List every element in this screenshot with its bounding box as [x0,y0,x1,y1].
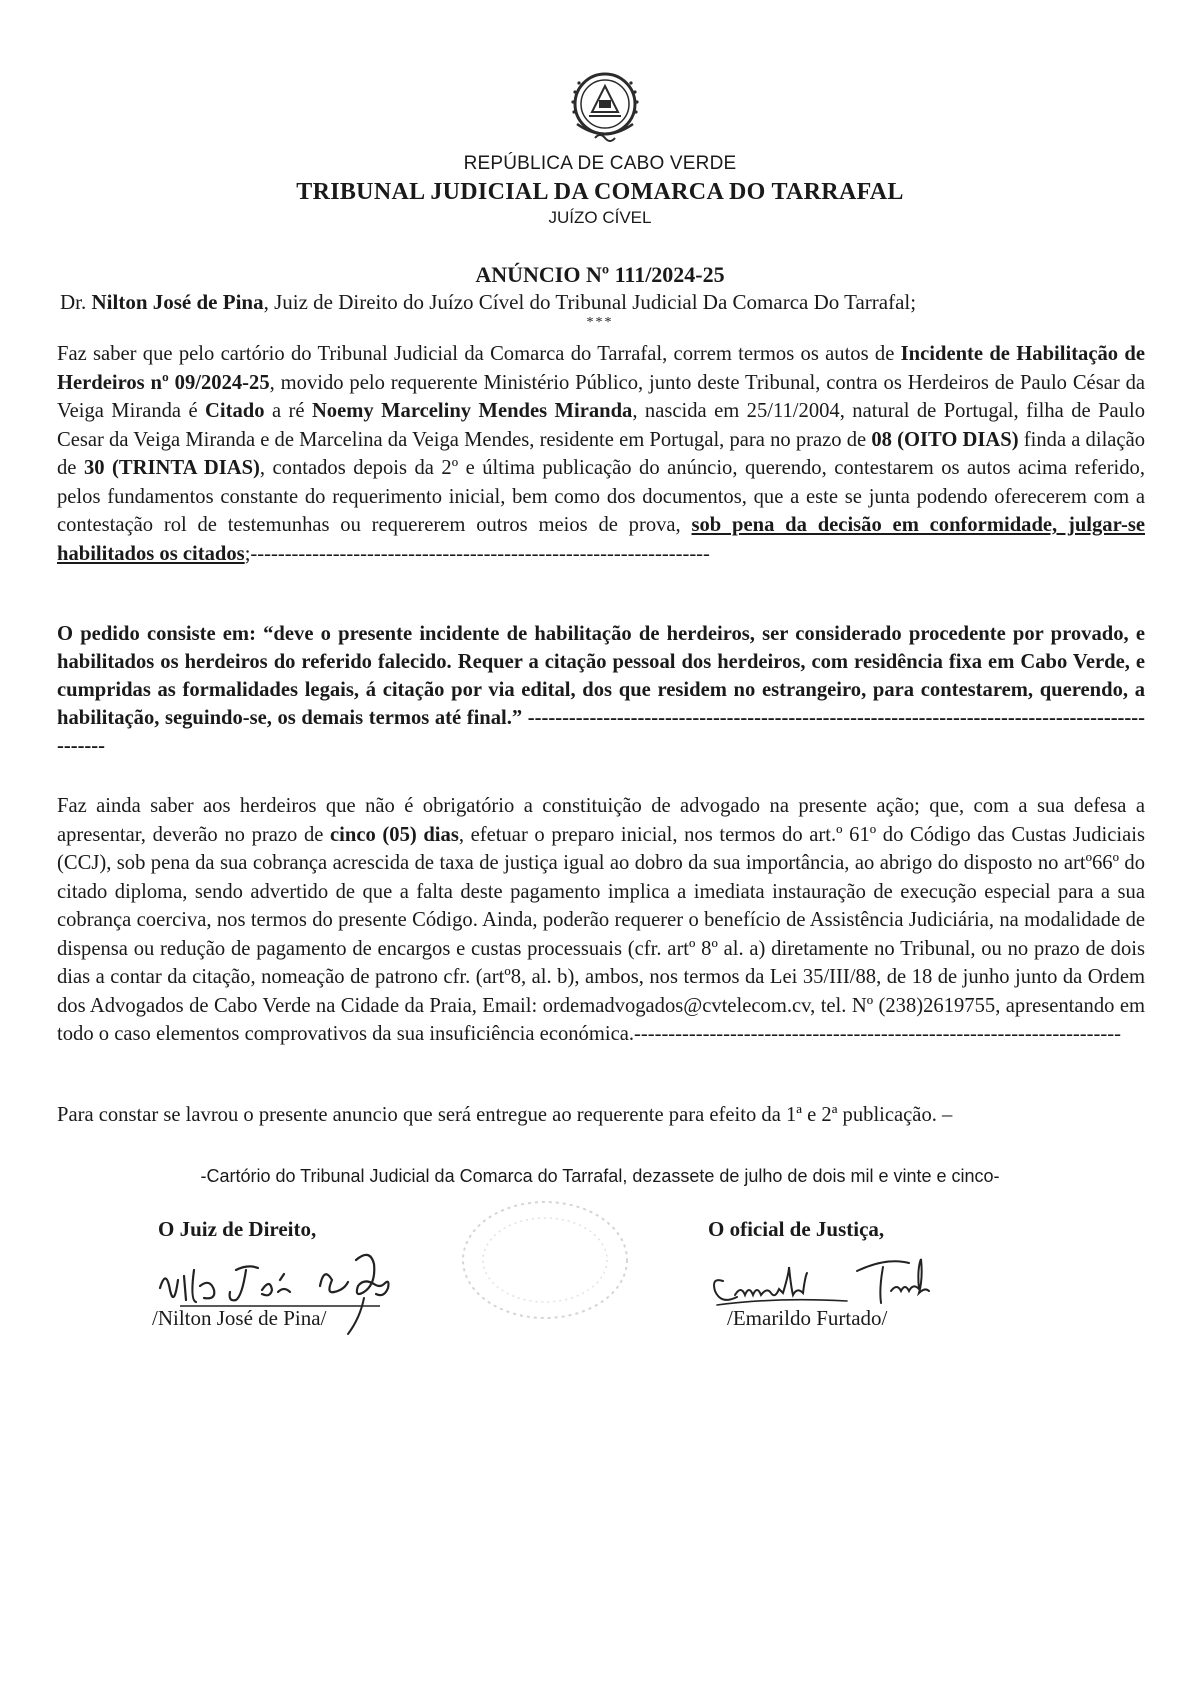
judge-signature-name: /Nilton José de Pina/ [152,1306,327,1330]
p1-text-g: , nascida em 25/11/2004, natural de Portugal, filha de Paulo Cesar da Veiga Miranda e de Marcelina da Veiga Mendes, residente em Portugal, para no prazo de [57,400,1145,451]
paragraph-closing: Para constar se lavrou o presente anuncio que será entregue ao requerente para efeito da 1ª e 2ª publicação. – [57,1104,953,1126]
p1-text-c: , movido pelo requerente Ministério Público, junto deste Tribunal, contra os Herdeiros de Paulo César da Veiga Miranda é [57,371,1146,422]
officer-signature-name: /Emarildo Furtado/ [727,1306,888,1330]
paragraph-request: O pedido consiste em: “deve o presente incidente de habilitação de herdeiros, ser considerado procedente por provado, e habilitados os herdeiros do referido falecido. Requer a citação pessoal dos herdeiros, com residência fixa em Cabo Verde, e cumpridas as formalidades legais, á citação por via edital, dos que residem no estrangeiro, para contestarem, querendo, a habilitação, seguindo-se, os demais termos até final.” ------------------------------------------------------------------------------------------------- [57,623,1145,757]
p3-deadline: cinco (05) dias [330,823,459,846]
judge-name: Nilton José de Pina [91,290,264,314]
place-date-line: -Cartório do Tribunal Judicial da Comarca do Tarrafal, dezassete de julho de dois mil e vinte e cinco- [200,1166,1000,1186]
p1-text-e: a ré [264,400,312,422]
announcement-title: ANÚNCIO Nº 111/2024-25 [475,262,725,287]
p1-defendant-name: Noemy Marceliny Mendes Miranda [311,400,633,422]
p1-dashes: ;------------------------------------------------------------------- [244,542,710,565]
p1-citado: Citado [205,400,265,422]
p1-text-i: finda a dilação de [57,428,1146,479]
separator-stars: *** [586,315,614,330]
p1-deadline: 08 (OITO DIAS) [871,428,1019,451]
p1-text-a: Faz saber que pelo cartório do Tribunal Judicial da Comarca do Tarrafal, correm termos os autos de [57,343,901,365]
officer-signature-title: O oficial de Justiça, [708,1217,885,1241]
p3-text-a: Faz ainda saber aos herdeiros que não é obrigatório a constituição de advogado na presente ação; que, com a sua defesa a apresentar, deverão no prazo de [57,795,1145,846]
judge-suffix: , Juiz de Direito do Juízo Cível do Tribunal Judicial Da Comarca Do Tarrafal; [263,290,917,314]
p3-text-c: , efetuar o preparo inicial, nos termos do art.º 61º do Código das Custas Judiciais (CCJ), sob pena da sua cobrança acrescida de taxa de justiça igual ao dobro da sua importância, ao abrigo do disposto no artº66º do citado diploma, sendo advertido de que a falta deste pagamento implica a imediata instauração de execução especial para a sua cobrança coerciva, nos termos do presente Código. Ainda, poderão requerer o benefício de Assistência Judiciária, na modalidade de dispensa ou redução de pagamento de encargos e custas processuais (cfr. artº 8º al. a) diretamente no Tribunal, ou no prazo de dois dias a contar da citação, nomeação de patrono cfr. (artº8, al. b), ambos, nos termos da Lei 35/III/88, de 18 de junho junto da Ordem dos Advogados de Cabo Verde na Cidade da Praia, Email: ordemadvogados@cvtelecom.cv, tel. Nº (238)2619755, apresentando em todo o caso elementos comprovativos da sua insuficiência económica.----------------------------------------------------------------------- [57,823,1145,1045]
p1-case-name: Incidente de Habilitação de Herdeiros nº 09/2024-25 [57,343,1145,394]
paragraph-citation [57,340,1145,568]
p1-text-k: , contados depois da 2º e última publicação do anúncio, querendo, contestarem os autos acima referido, pelos fundamentos constante do requerimento inicial, bem como dos documentos, que a este se junta podendo oferecerem com a contestação rol de testemunhas ou requererem outros meios de prova, [57,457,1145,536]
judge-line [60,290,1145,315]
p1-penalty: sob pena da decisão em conformidade, julgar-se habilitados os citados [57,514,1145,565]
judge-signature-title: O Juiz de Direito, [158,1217,317,1241]
faded-stamp [455,1195,635,1325]
court-heading: TRIBUNAL JUDICIAL DA COMARCA DO TARRAFAL [296,179,904,205]
section-heading: JUÍZO CÍVEL [548,208,652,227]
p1-dilation: 30 (TRINTA DIAS) [83,457,260,479]
coat-of-arms-seal [555,62,655,150]
country-heading: REPÚBLICA DE CABO VERDE [463,153,737,174]
judge-prefix: Dr. [60,290,92,314]
paragraph-notice [57,792,1145,1049]
